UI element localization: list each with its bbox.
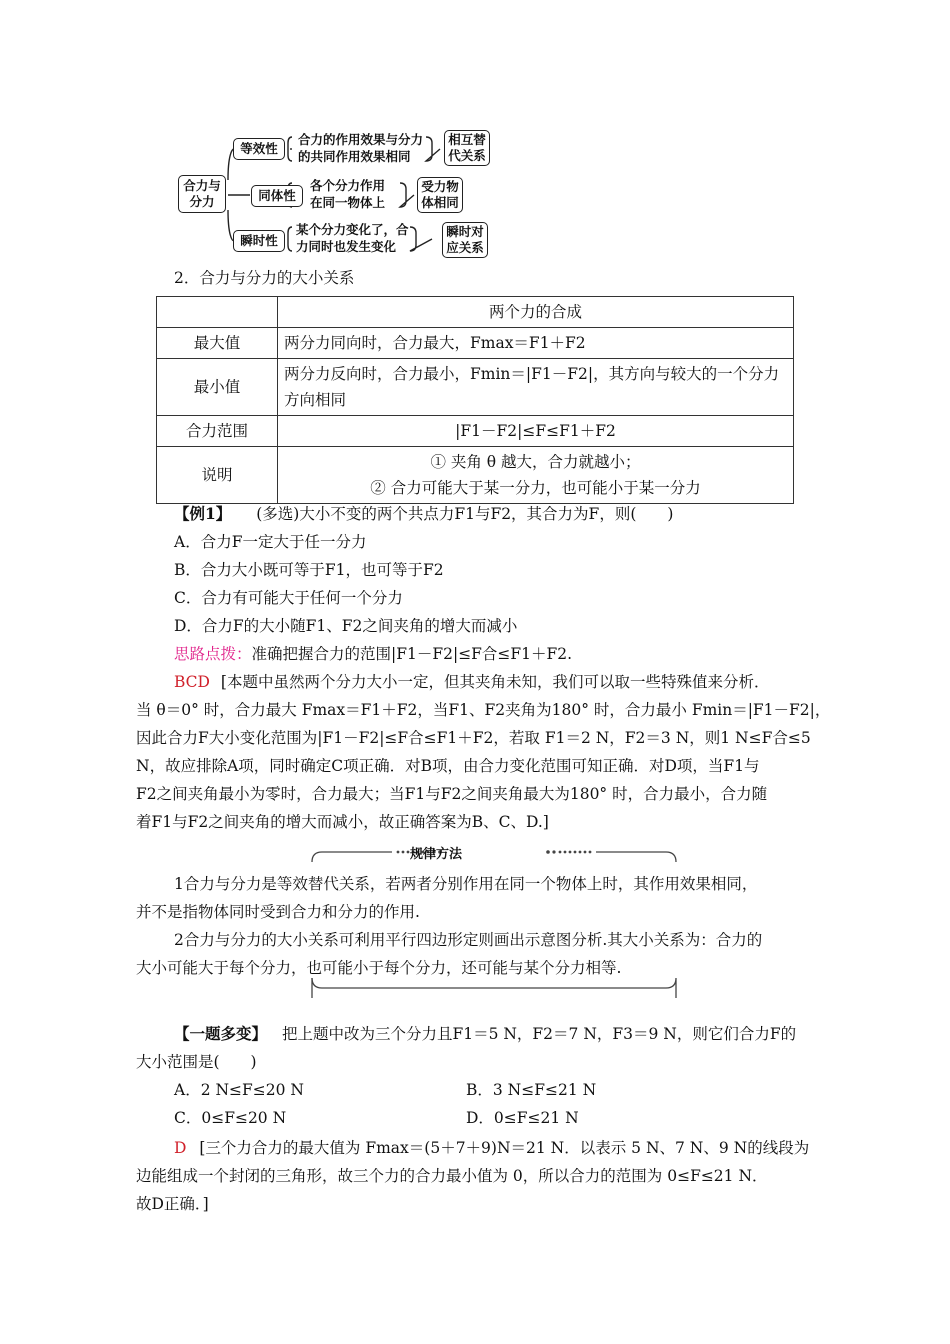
example-stem-text: (多选)大小不变的两个共点力F1与F2，其合力为F，则( ) xyxy=(256,505,674,523)
variant-stem-line1 xyxy=(174,1020,796,1048)
example-answer: BCD xyxy=(174,673,210,691)
example-stem xyxy=(174,500,673,528)
force-relation-table xyxy=(156,296,794,504)
variant-solution-line-2: 边能组成一个封闭的三角形，故三个力的合力最小值为 0，所以合力的范围为 0≤F≤21 N． xyxy=(136,1167,768,1185)
section-title: 2．合力与分力的大小关系 xyxy=(174,269,355,287)
variant-solution-line-1 xyxy=(174,1134,809,1162)
diagram-node-label: 瞬时性 xyxy=(240,233,278,248)
variant-answer: D xyxy=(174,1139,187,1157)
table-row xyxy=(157,447,794,504)
variant-tag: 【一题多变】 xyxy=(174,1024,268,1043)
diagram-result-label: 相互替 代关系 xyxy=(448,132,486,163)
variant-solution-line-3: 故D正确．] xyxy=(136,1195,209,1213)
table-corner-cell xyxy=(157,297,278,328)
table-row-label: 说明 xyxy=(157,447,278,504)
diagram-node-label: 等效性 xyxy=(240,141,278,156)
variant-solution-text: [三个力合力的最大值为 Fmax＝(5＋7＋9)N＝21 N．以表示 5 N、7 N、9 N的线段为 xyxy=(199,1139,810,1157)
diagram-node-label: 同体性 xyxy=(258,188,296,203)
table-header-cell: 两个力的合成 xyxy=(278,297,794,328)
method-p1-line1: 1合力与分力是等效替代关系，若两者分别作用在同一个物体上时，其作用效果相同， xyxy=(174,875,758,893)
table-row-value: 两分力同向时，合力最大，Fmax＝F1＋F2 xyxy=(278,328,794,359)
option-d: D．合力F的大小随F1、F2之间夹角的增大而减小 xyxy=(174,617,518,635)
table-row-label: 最小值 xyxy=(157,359,278,416)
solution-line-3: 因此合力F大小变化范围为|F1－F2|≤F合≤F1＋F2，若取 F1＝2 N，F2＝3 N，则1 N≤F合≤5 xyxy=(136,729,811,747)
diagram-desc-equivalence: 合力的作用效果与分力 的共同作用效果相同 xyxy=(298,132,424,164)
note-line-1: ① 夹角 θ 越大，合力就越小； xyxy=(430,453,641,471)
diagram-desc-instantaneity: 某个分力变化了，合 力同时也发生变化 xyxy=(296,222,409,254)
option-c: C．合力有可能大于任何一个分力 xyxy=(174,589,403,607)
hint-text: 准确把握合力的范围|F1－F2|≤F合≤F1＋F2. xyxy=(251,645,573,663)
diagram-result-instantaneity xyxy=(442,222,488,258)
solution-line-1 xyxy=(174,668,769,696)
variant-stem-text: 把上题中改为三个分力且F1＝5 N，F2＝7 N，F3＝9 N，则它们合力F的 xyxy=(281,1025,797,1043)
diagram-result-same-body xyxy=(417,177,463,213)
table-header-row xyxy=(157,297,794,328)
diagram-result-label: 瞬时对 应关系 xyxy=(446,224,484,255)
solution-line-2: 当 θ＝0° 时，合力最大 Fmax＝F1＋F2，当F1、F2夹角为180° 时，合力最小 Fmin＝|F1－F2|， xyxy=(136,701,831,719)
diagram-desc-same-body: 各个分力作用 在同一物体上 xyxy=(310,178,386,210)
table-row xyxy=(157,328,794,359)
variant-option-b: B．3 N≤F≤21 N xyxy=(466,1081,597,1099)
solution-line-6: 着F1与F2之间夹角的增大而减小，故正确答案为B、C、D.] xyxy=(136,813,549,831)
method-p2-line1: 2合力与分力的大小关系可利用平行四边形定则画出示意图分析.其大小关系为：合力的 xyxy=(174,931,763,949)
option-a: A．合力F一定大于任一分力 xyxy=(174,533,367,551)
diagram-result-equivalence xyxy=(444,130,490,166)
variant-option-a: A．2 N≤F≤20 N xyxy=(174,1081,304,1099)
table-row-value: |F1－F2|≤F≤F1＋F2 xyxy=(278,416,794,447)
hint-label: 思路点拨： xyxy=(174,645,252,663)
diagram-node-instantaneity xyxy=(233,230,285,252)
solution-line-5: F2之间夹角最小为零时，合力最大；当F1与F2之间夹角最大为180° 时，合力最小，合力随 xyxy=(136,785,768,803)
method-p2-line2: 大小可能大于每个分力，也可能小于每个分力，还可能与某个分力相等. xyxy=(136,959,622,977)
diagram-center-node xyxy=(178,175,226,213)
hint-line xyxy=(174,640,572,668)
diagram-node-same-body xyxy=(251,185,303,207)
table-row-value: 两分力反向时，合力最小，Fmin＝|F1－F2|，其方向与较大的一个分力方向相同 xyxy=(278,359,794,416)
solution-line-4: N，故应排除A项，同时确定C项正确．对B项，由合力变化范围可知正确．对D项，当F1与 xyxy=(136,757,760,775)
method-title: 规律方法 xyxy=(410,847,463,862)
diagram-center-label: 合力与 分力 xyxy=(183,178,221,209)
example-tag: 【例1】 xyxy=(174,504,232,523)
table-row-label: 合力范围 xyxy=(157,416,278,447)
note-line-2: ② 合力可能大于某一分力，也可能小于某一分力 xyxy=(370,479,701,497)
method-p1-line2: 并不是指物体同时受到合力和分力的作用. xyxy=(136,903,420,921)
option-b: B．合力大小既可等于F1，也可等于F2 xyxy=(174,561,444,579)
variant-option-c: C．0≤F≤20 N xyxy=(174,1109,287,1127)
table-row xyxy=(157,416,794,447)
diagram-result-label: 受力物 体相同 xyxy=(421,179,459,210)
table-row-label: 最大值 xyxy=(157,328,278,359)
variant-option-d: D．0≤F≤21 N xyxy=(466,1109,579,1127)
solution-text: [本题中虽然两个分力大小一定，但其夹角未知，我们可以取一些特殊值来分析． xyxy=(220,673,770,691)
variant-stem-line2: 大小范围是( ) xyxy=(136,1053,257,1071)
diagram-node-equivalence xyxy=(233,138,285,160)
table-row-value xyxy=(278,447,794,504)
table-row xyxy=(157,359,794,416)
